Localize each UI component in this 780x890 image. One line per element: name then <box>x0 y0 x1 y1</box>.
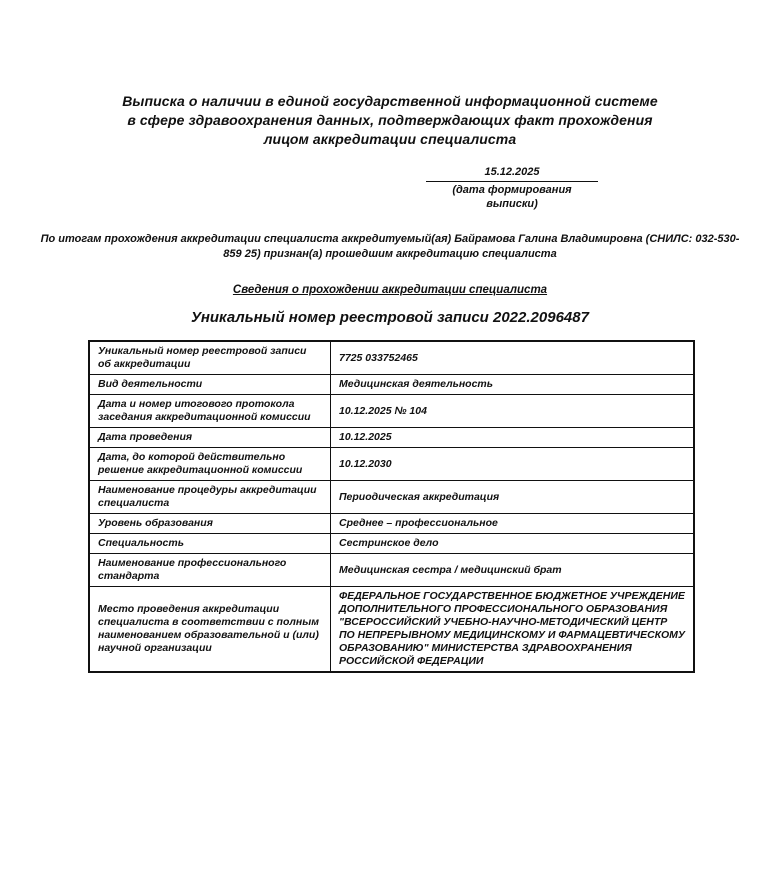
row-label: Уникальный номер реестровой записи об аккредитации <box>89 341 331 375</box>
row-label: Место проведения аккредитации специалиста в соответствии с полным наименованием образовательной и (или) научной организации <box>89 587 331 673</box>
row-value: Среднее – профессиональное <box>331 514 695 534</box>
row-value: Сестринское дело <box>331 534 695 554</box>
row-label: Наименование профессионального стандарта <box>89 554 331 587</box>
row-value: Медицинская деятельность <box>331 375 695 395</box>
document-title: Выписка о наличии в единой государственной информационной системе в сфере здравоохранения данных, подтверждающих факт прохождения лицом аккредитации специалиста <box>122 93 658 147</box>
accreditation-table-body <box>89 341 694 672</box>
row-label: Специальность <box>89 534 331 554</box>
table-row <box>89 554 694 587</box>
row-value: 10.12.2025 <box>331 428 695 448</box>
table-row <box>89 514 694 534</box>
section-heading: Сведения о прохождении аккредитации специалиста <box>232 284 548 296</box>
accreditation-summary: По итогам прохождения аккредитации специалиста аккредитуемый(ая) Байрамова Галина Владимировна (СНИЛС: 032-530-859 25) признан(а) прошедшим аккредитацию специалиста <box>40 233 740 260</box>
formation-date-block <box>426 165 598 211</box>
registry-number-heading: Уникальный номер реестровой записи 2022.2096487 <box>191 309 589 326</box>
table-row <box>89 375 694 395</box>
row-value: Периодическая аккредитация <box>331 481 695 514</box>
row-label: Наименование процедуры аккредитации специалиста <box>89 481 331 514</box>
row-label: Дата и номер итогового протокола заседания аккредитационной комиссии <box>89 395 331 428</box>
row-label: Вид деятельности <box>89 375 331 395</box>
row-label: Уровень образования <box>89 514 331 534</box>
accreditation-table <box>88 340 695 673</box>
row-value: 10.12.2030 <box>331 448 695 481</box>
table-row <box>89 534 694 554</box>
table-row <box>89 587 694 673</box>
row-label: Дата, до которой действительно решение аккредитационной комиссии <box>89 448 331 481</box>
formation-date-caption: (дата формирования выписки) <box>452 184 572 210</box>
table-row <box>89 341 694 375</box>
row-value: 7725 033752465 <box>331 341 695 375</box>
row-value: 10.12.2025 № 104 <box>331 395 695 428</box>
row-value: ФЕДЕРАЛЬНОЕ ГОСУДАРСТВЕННОЕ БЮДЖЕТНОЕ УЧРЕЖДЕНИЕ ДОПОЛНИТЕЛЬНОГО ПРОФЕССИОНАЛЬНОГО ОБРАЗОВАНИЯ "ВСЕРОССИЙСКИЙ УЧЕБНО-НАУЧНО-МЕТОДИЧЕСКИЙ ЦЕНТР ПО НЕПРЕРЫВНОМУ МЕДИЦИНСКОМУ И ФАРМАЦЕВТИЧЕСКОМУ ОБРАЗОВАНИЮ" МИНИСТЕРСТВА ЗДРАВООХРАНЕНИЯ РОССИЙСКОЙ ФЕДЕРАЦИИ <box>331 587 695 673</box>
table-row <box>89 481 694 514</box>
table-row <box>89 428 694 448</box>
formation-date: 15.12.2025 <box>426 165 598 182</box>
row-label: Дата проведения <box>89 428 331 448</box>
row-value: Медицинская сестра / медицинский брат <box>331 554 695 587</box>
table-row <box>89 448 694 481</box>
table-row <box>89 395 694 428</box>
